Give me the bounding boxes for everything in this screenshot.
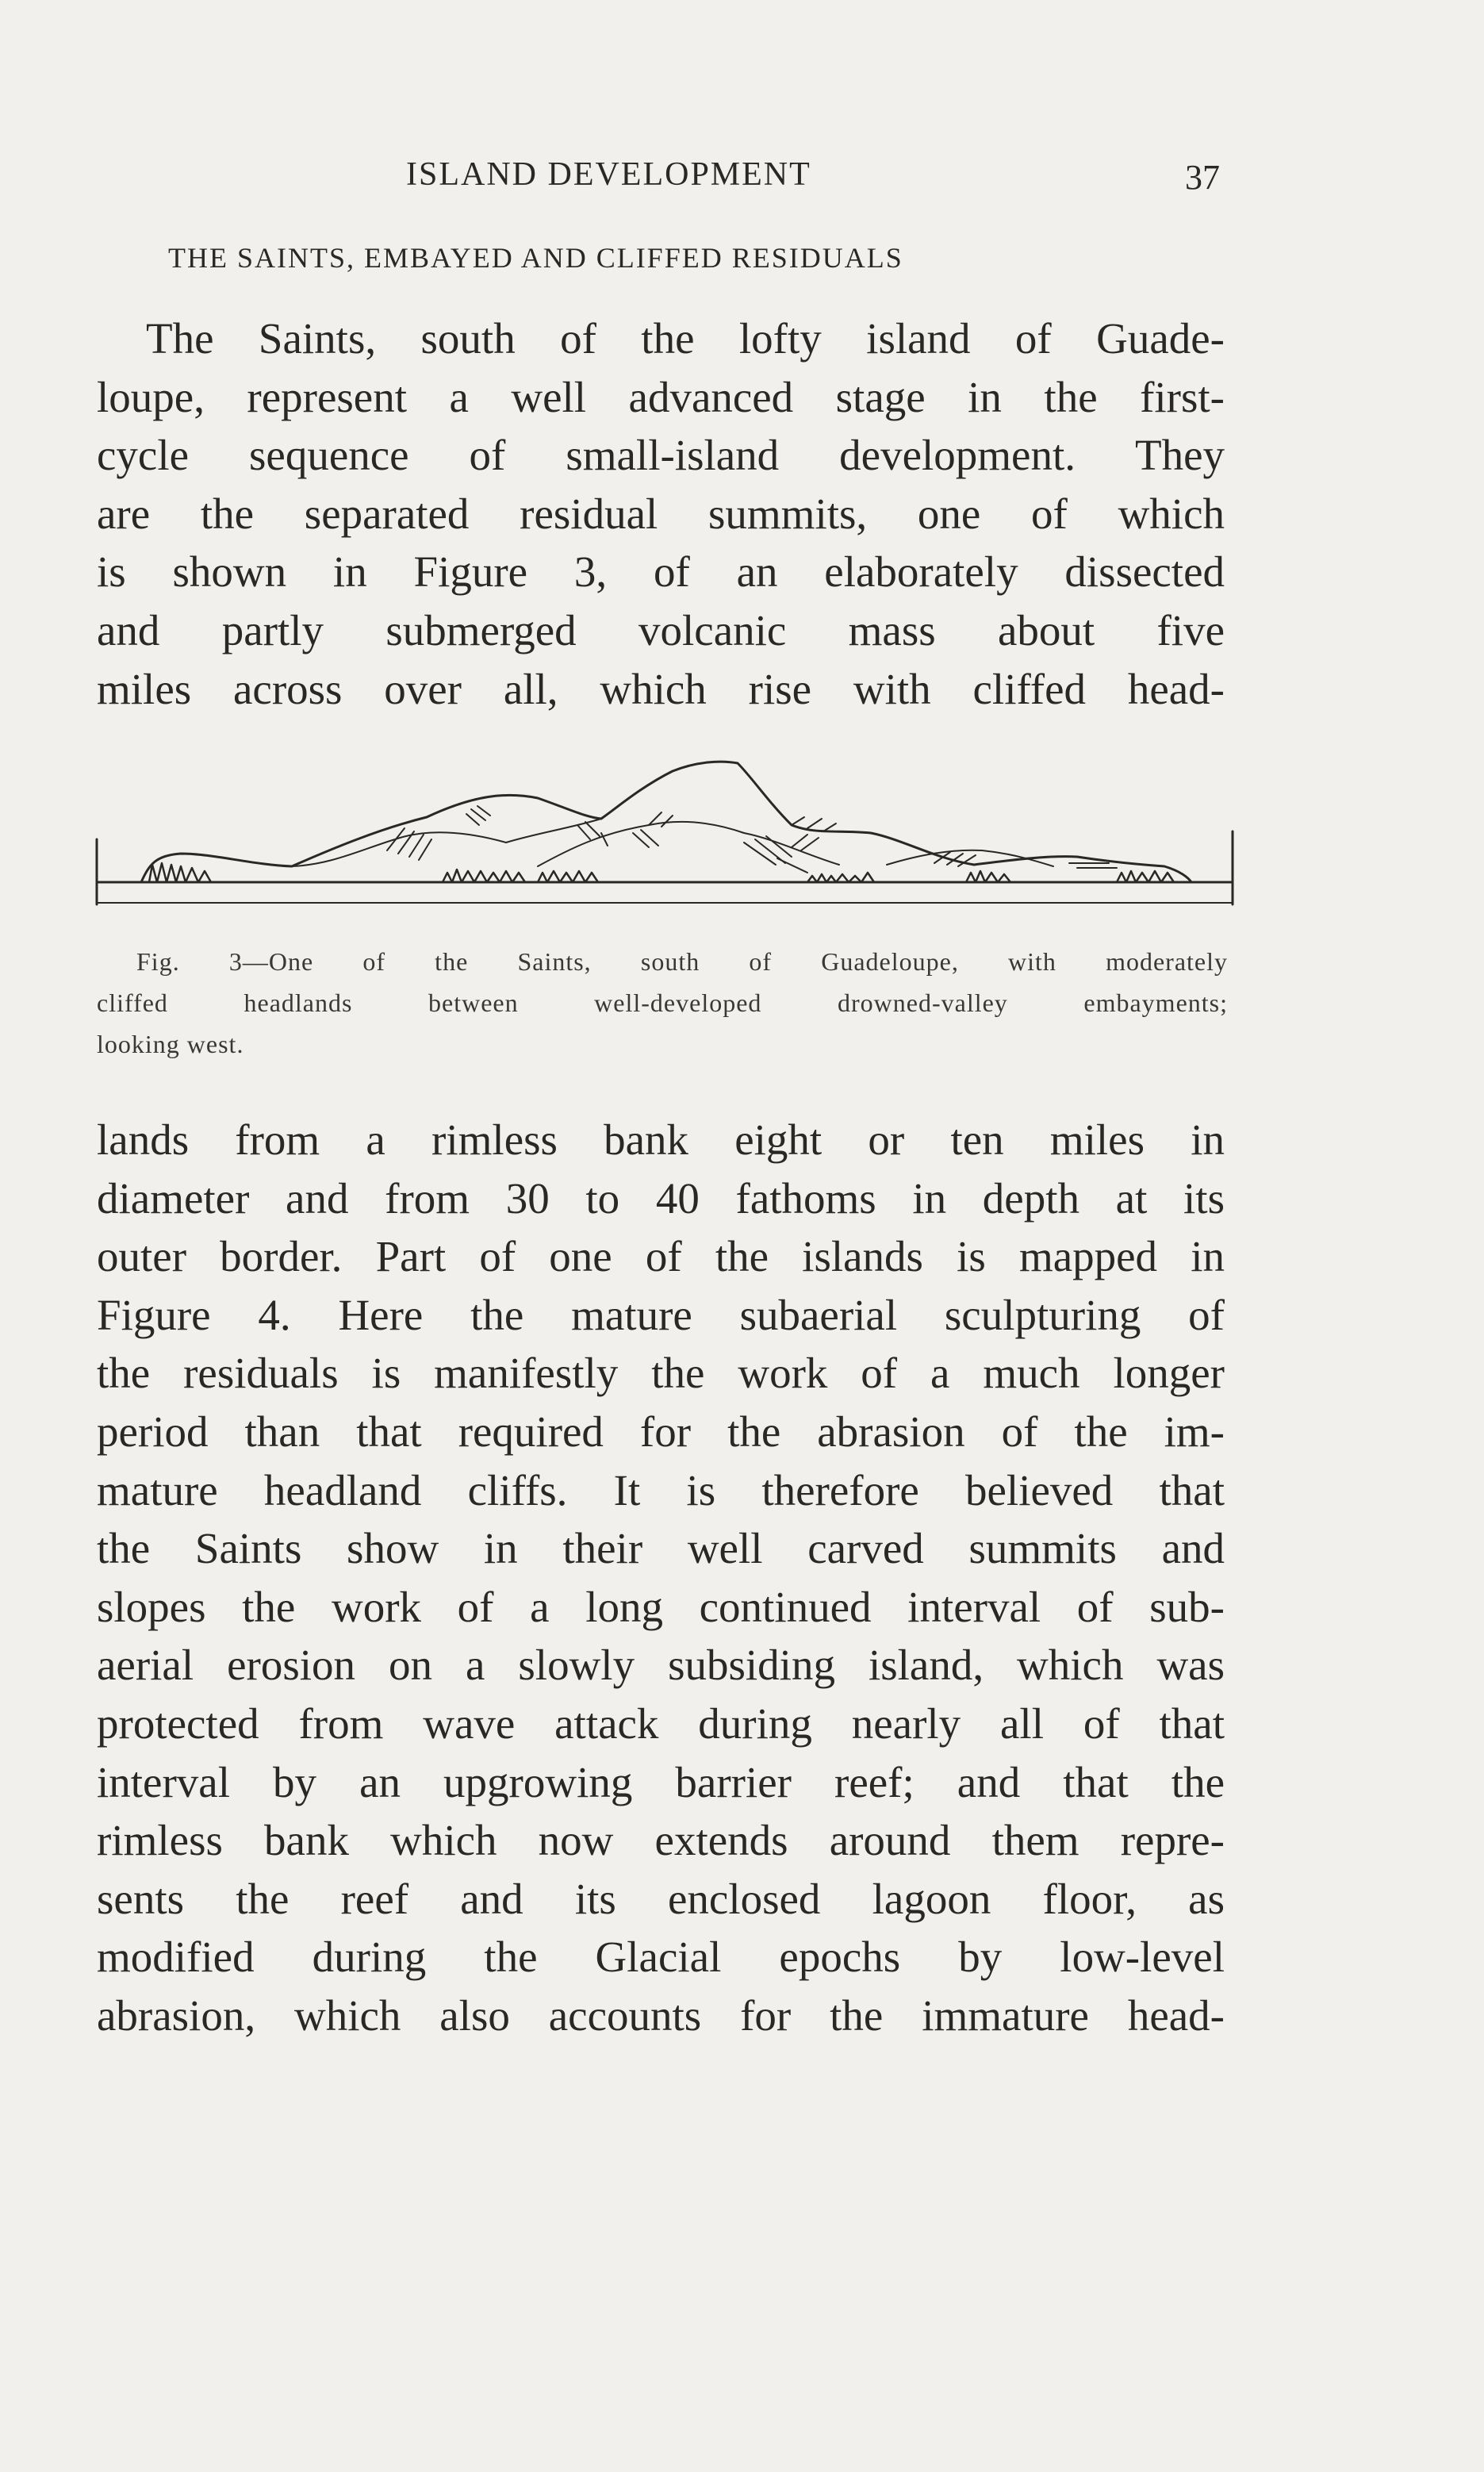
text-line: are the separated residual summits, one of which [97, 489, 1225, 538]
ridge-line [744, 833, 839, 865]
page-number: 37 [1185, 158, 1220, 197]
text-line: The Saints, south of the lofty island of Guade- [146, 314, 1225, 363]
ridge-line [538, 822, 744, 866]
paragraph-2 [97, 1111, 1225, 2045]
paragraph-1 [97, 309, 1225, 718]
text-line: loupe, represent a well advanced stage in the first- [97, 372, 1225, 421]
text-line: interval by an upgrowing barrier reef; and that the [97, 1757, 1225, 1806]
caption-line: looking west. [97, 1030, 244, 1058]
running-head [0, 155, 1484, 203]
text-line: miles across over all, which rise with cliffed head- [97, 664, 1225, 713]
text-line: sents the reef and its enclosed lagoon floor, as [97, 1874, 1225, 1923]
text-line: outer border. Part of one of the islands is mapped in [97, 1232, 1225, 1281]
text-line: aerial erosion on a slowly subsiding island, which was [97, 1641, 1225, 1690]
section-heading: THE SAINTS, EMBAYED AND CLIFFED RESIDUALS [168, 242, 903, 274]
text-line: modified during the Glacial epochs by low-level [97, 1933, 1225, 1982]
running-title: ISLAND DEVELOPMENT [406, 156, 811, 193]
island-profile-figure [94, 746, 1236, 912]
text-line: abrasion, which also accounts for the immature head- [97, 1990, 1225, 2040]
text-line: Figure 4. Here the mature subaerial sculpturing of [97, 1290, 1225, 1339]
text-line: the Saints show in their well carved summits and [97, 1524, 1225, 1573]
text-line: cycle sequence of small-island development. They [97, 431, 1225, 480]
text-line: mature headland cliffs. It is therefore believed that [97, 1465, 1225, 1514]
text-line: the residuals is manifestly the work of a much longer [97, 1349, 1225, 1398]
ridge-line [292, 832, 506, 866]
figure-caption [97, 941, 1228, 1065]
text-line: rimless bank which now extends around them repre- [97, 1816, 1225, 1865]
text-line: lands from a rimless bank eight or ten miles in [97, 1115, 1225, 1164]
ridge-line [506, 819, 601, 843]
text-line: is shown in Figure 3, of an elaborately dissected [97, 547, 1225, 597]
text-line: period than that required for the abrasion of the im- [97, 1407, 1225, 1456]
caption-line: Fig. 3—One of the Saints, south of Guadeloupe, with moderately [136, 947, 1228, 976]
text-line: slopes the work of a long continued interval of sub- [97, 1582, 1225, 1631]
text-line: protected from wave attack during nearly all of that [97, 1699, 1225, 1748]
text-line: diameter and from 30 to 40 fathoms in depth at its [97, 1173, 1225, 1223]
caption-line: cliffed headlands between well-developed drowned-valley embayments; [97, 988, 1228, 1017]
text-line: and partly submerged volcanic mass about five [97, 605, 1225, 654]
